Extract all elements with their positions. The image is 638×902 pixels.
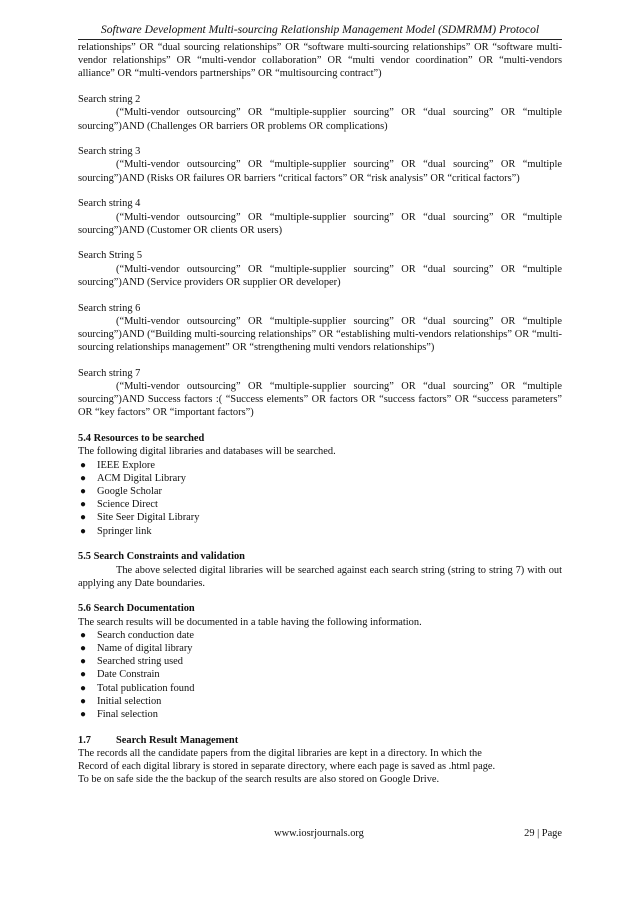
list-item: ● ACM Digital Library [80, 472, 186, 484]
section-heading-5-5: 5.5 Search Constraints and validation [78, 551, 245, 563]
header-rule [78, 39, 562, 40]
list-item: ● Final selection [80, 709, 158, 721]
body-content [78, 41, 562, 787]
list-item: ● Date Constrain [80, 669, 160, 681]
search-string-label: Search string 7 [78, 367, 141, 379]
list-item: ● Initial selection [80, 695, 162, 707]
bullet-icon: ● [80, 459, 87, 471]
list-item: ● Total publication found [80, 682, 195, 694]
list-item: ● Name of digital library [80, 643, 193, 655]
search-string-label: Search string 4 [78, 198, 141, 210]
search-strings-list [78, 81, 562, 420]
bullet-icon: ● [80, 629, 87, 641]
list-item: ● Search conduction date [80, 629, 194, 641]
footer-page-number: 29 | Page [524, 828, 562, 839]
section-heading-5-6: 5.6 Search Documentation [78, 603, 195, 615]
list-item: ● Science Direct [80, 499, 158, 511]
list-item: ● Springer link [80, 525, 152, 537]
search-string-body: (“Multi-vendor outsourcing” OR “multiple-supplier sourcing” OR “dual sourcing” OR “multiple sourcing”)AND (Challenges OR barriers OR problems OR complications) [78, 107, 562, 132]
bullet-icon: ● [80, 512, 87, 524]
bullet-icon: ● [80, 669, 87, 681]
search-string-label: Search string 3 [78, 146, 141, 158]
search-string-body: (“Multi-vendor outsourcing” OR “multiple-supplier sourcing” OR “dual sourcing” OR “multiple sourcing”)AND Success factors :( “Success elements” OR factors OR “success factors” OR “success parameters” OR “key factors” OR “important factors”) [78, 381, 562, 419]
running-header: Software Development Multi-sourcing Relationship Management Model (SDMRMM) Protocol [100, 23, 540, 36]
list-item: ● Site Seer Digital Library [80, 512, 200, 524]
section-1-7-line: Record of each digital library is stored in separate directory, where each page is saved as .html page. [78, 761, 496, 773]
section-1-7-line: The records all the candidate papers from the digital libraries are kept in a directory. In which the [78, 747, 482, 759]
bullet-icon: ● [80, 472, 87, 484]
list-item: ● IEEE Explore [80, 459, 155, 471]
search-string-body: (“Multi-vendor outsourcing” OR “multiple-supplier sourcing” OR “dual sourcing” OR “multiple sourcing”)AND (Service providers OR supplier OR developer) [78, 263, 562, 288]
intro-paragraph: relationships” OR “dual sourcing relationships” OR “software multi-sourcing relationships” OR “software multi-vendor relationships” OR “multi-vendor collaboration” OR “multi vendor coordination” OR “multi-vendors alliance” OR “multi-vendors partnerships” OR “multisourcing contract”) [78, 42, 562, 80]
search-string-label: Search string 6 [78, 302, 141, 314]
bullet-icon: ● [80, 643, 87, 655]
search-string-label: Search String 5 [78, 250, 143, 262]
footer-journal-url: www.iosrjournals.org [274, 828, 364, 839]
search-string-body: (“Multi-vendor outsourcing” OR “multiple-supplier sourcing” OR “dual sourcing” OR “multiple sourcing”)AND (“Building multi-sourcing relationships” OR “establishing multi-vendors relationships” OR “multi-sourcing relationships management” OR “strengthening multi vendors relationships”) [78, 315, 562, 354]
bullet-icon: ● [80, 695, 87, 707]
bullet-icon: ● [80, 656, 87, 668]
section-5-5-body: The above selected digital libraries will be searched against each search string (string to string 7) with out applying any Date boundaries. [78, 564, 562, 589]
list-item: ● Searched string used [80, 656, 183, 668]
search-string-body: (“Multi-vendor outsourcing” OR “multiple-supplier sourcing” OR “dual sourcing” OR “multiple sourcing”)AND (Customer OR clients OR users) [78, 211, 562, 236]
search-string-label: Search string 2 [78, 94, 141, 106]
resources-list [78, 459, 562, 538]
section-5-4-intro: The following digital libraries and databases will be searched. [78, 446, 336, 458]
section-1-7-line: To be on safe side the the backup of the search results are also stored on Google Drive. [78, 774, 440, 786]
section-heading-5-4: 5.4 Resources to be searched [78, 433, 205, 445]
search-string-body: (“Multi-vendor outsourcing” OR “multiple-supplier sourcing” OR “dual sourcing” OR “multiple sourcing”)AND (Risks OR failures OR barriers “critical factors” OR “risk analysis” OR “critical factors”) [78, 159, 562, 184]
bullet-icon: ● [80, 485, 87, 497]
bullet-icon: ● [80, 709, 87, 721]
bullet-icon: ● [80, 499, 87, 511]
bullet-icon: ● [80, 682, 87, 694]
section-heading-1-7: 1.7 Search Result Management [78, 734, 239, 746]
section-5-6-intro: The search results will be documented in a table having the following information. [78, 616, 422, 628]
list-item: ● Google Scholar [80, 485, 162, 497]
bullet-icon: ● [80, 525, 87, 537]
documentation-list [78, 629, 562, 721]
